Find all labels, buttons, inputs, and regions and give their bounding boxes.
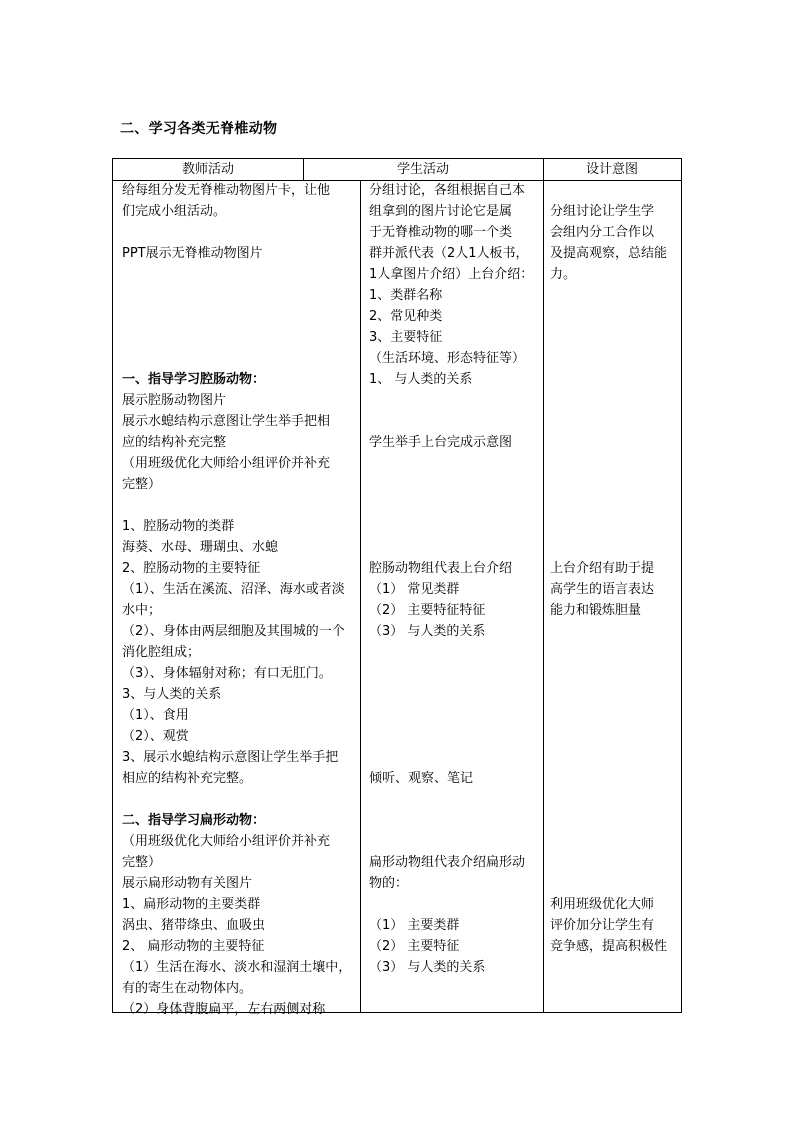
header-design-intent: 设计意图 <box>585 162 638 177</box>
student-activity-line: （生活环境、形态特征等） <box>369 351 526 366</box>
header-student-activity: 学生活动 <box>396 162 449 177</box>
student-activity-line: 3、主要特征 <box>369 330 443 345</box>
teacher-activity-line: 相应的结构补充完整。 <box>122 771 253 786</box>
teacher-activity-line: （3）、身体辐射对称；有口无肛门。 <box>122 666 332 681</box>
teacher-activity-line: 给每组分发无脊椎动物图片卡，让他 <box>122 183 331 198</box>
student-activity-line: 倾听、观察、笔记 <box>369 771 474 786</box>
header-divider <box>303 159 304 181</box>
teacher-activity-line: （2）、观赏 <box>122 729 189 744</box>
teacher-activity-line: 3、与人类的关系 <box>122 687 222 702</box>
design-intent-line: 及提高观察，总结能 <box>550 246 668 261</box>
column-divider <box>360 181 361 1012</box>
teacher-activity-line: （1）生活在海水、淡水和湿润土壤中， <box>122 960 352 975</box>
teacher-activity-line: 二、指导学习扁形动物： <box>122 813 266 828</box>
teacher-activity-line: （用班级优化大师给小组评价并补充 <box>122 834 331 849</box>
teacher-activity-line: 1、腔肠动物的类群 <box>122 519 235 534</box>
teacher-activity-line: 2、 扁形动物的主要特征 <box>122 939 265 954</box>
teacher-activity-line: 消化腔组成； <box>122 645 201 660</box>
design-intent-line: 利用班级优化大师 <box>550 897 655 912</box>
teacher-activity-line: 完整） <box>122 477 162 492</box>
design-intent-line: 力。 <box>550 267 577 282</box>
teacher-activity-line: 完整） <box>122 855 162 870</box>
teacher-activity-line: 2、腔肠动物的主要特征 <box>122 561 261 576</box>
teacher-activity-line: 1、扁形动物的主要类群 <box>122 897 261 912</box>
design-intent-line: 上台介绍有助于提 <box>550 561 655 576</box>
teacher-activity-line: 展示腔肠动物图片 <box>122 393 227 408</box>
table-header-row <box>113 159 681 181</box>
student-activity-line: （3） 与人类的关系 <box>369 624 486 639</box>
student-activity-line: （3） 与人类的关系 <box>369 960 486 975</box>
student-activity-line: （1） 常见类群 <box>369 582 460 597</box>
teacher-activity-line: 海葵、水母、珊瑚虫、水螅 <box>122 540 279 555</box>
design-intent-line: 能力和锻炼胆量 <box>550 603 642 618</box>
teacher-activity-line: 们完成小组活动。 <box>122 204 227 219</box>
student-activity-line: 组拿到的图片讨论它是属 <box>369 204 513 219</box>
header-teacher-activity: 教师活动 <box>181 162 234 177</box>
teacher-activity-line: 3、展示水螅结构示意图让学生举手把 <box>122 750 339 765</box>
teacher-activity-line: 一、指导学习腔肠动物： <box>122 372 266 387</box>
student-activity-line: 2、常见种类 <box>369 309 443 324</box>
teacher-activity-line: 展示扁形动物有关图片 <box>122 876 253 891</box>
teacher-activity-line: 应的结构补充完整 <box>122 435 227 450</box>
teacher-activity-line: （2）身体背腹扁平，左右两侧对称 <box>122 1002 326 1017</box>
teacher-activity-line: （用班级优化大师给小组评价并补充 <box>122 456 331 471</box>
student-activity-line: 扁形动物组代表介绍扁形动 <box>369 855 526 870</box>
teacher-activity-line: PPT展示无脊椎动物图片 <box>122 246 263 261</box>
teacher-activity-line: 水中； <box>122 603 162 618</box>
student-activity-line: （1） 主要类群 <box>369 918 460 933</box>
column-divider <box>543 159 544 1012</box>
student-activity-line: 物的： <box>369 876 409 891</box>
student-activity-line: 分组讨论，各组根据自己本 <box>369 183 526 198</box>
section-title: 二、学习各类无脊椎动物 <box>120 121 278 137</box>
design-intent-line: 竞争感，提高积极性 <box>550 939 668 954</box>
teacher-activity-line: （2）、身体由两层细胞及其围城的一个 <box>122 624 345 639</box>
student-activity-line: （2） 主要特征特征 <box>369 603 486 618</box>
design-intent-line: 分组讨论让学生学 <box>550 204 655 219</box>
teacher-activity-line: （1）、生活在溪流、沼泽、海水或者淡 <box>122 582 345 597</box>
teacher-activity-line: 有的寄生在动物体内。 <box>122 981 253 996</box>
design-intent-line: 高学生的语言表达 <box>550 582 655 597</box>
student-activity-line: 腔肠动物组代表上台介绍 <box>369 561 513 576</box>
student-activity-line: 1、 与人类的关系 <box>369 372 473 387</box>
teacher-activity-line: 展示水螅结构示意图让学生举手把相 <box>122 414 331 429</box>
student-activity-line: 1人拿图片介绍）上台介绍： <box>369 267 534 282</box>
design-intent-line: 评价加分让学生有 <box>550 918 655 933</box>
lesson-table <box>112 158 682 1017</box>
teacher-activity-line: （1）、食用 <box>122 708 189 723</box>
teacher-activity-line: 涡虫、猪带绦虫、血吸虫 <box>122 918 266 933</box>
student-activity-line: 群并派代表（2人1人板书， <box>369 246 529 261</box>
student-activity-line: 于无脊椎动物的哪一个类 <box>369 225 513 240</box>
student-activity-line: 1、类群名称 <box>369 288 443 303</box>
student-activity-line: 学生举手上台完成示意图 <box>369 435 513 450</box>
design-intent-line: 会组内分工合作以 <box>550 225 655 240</box>
student-activity-line: （2） 主要特征 <box>369 939 460 954</box>
